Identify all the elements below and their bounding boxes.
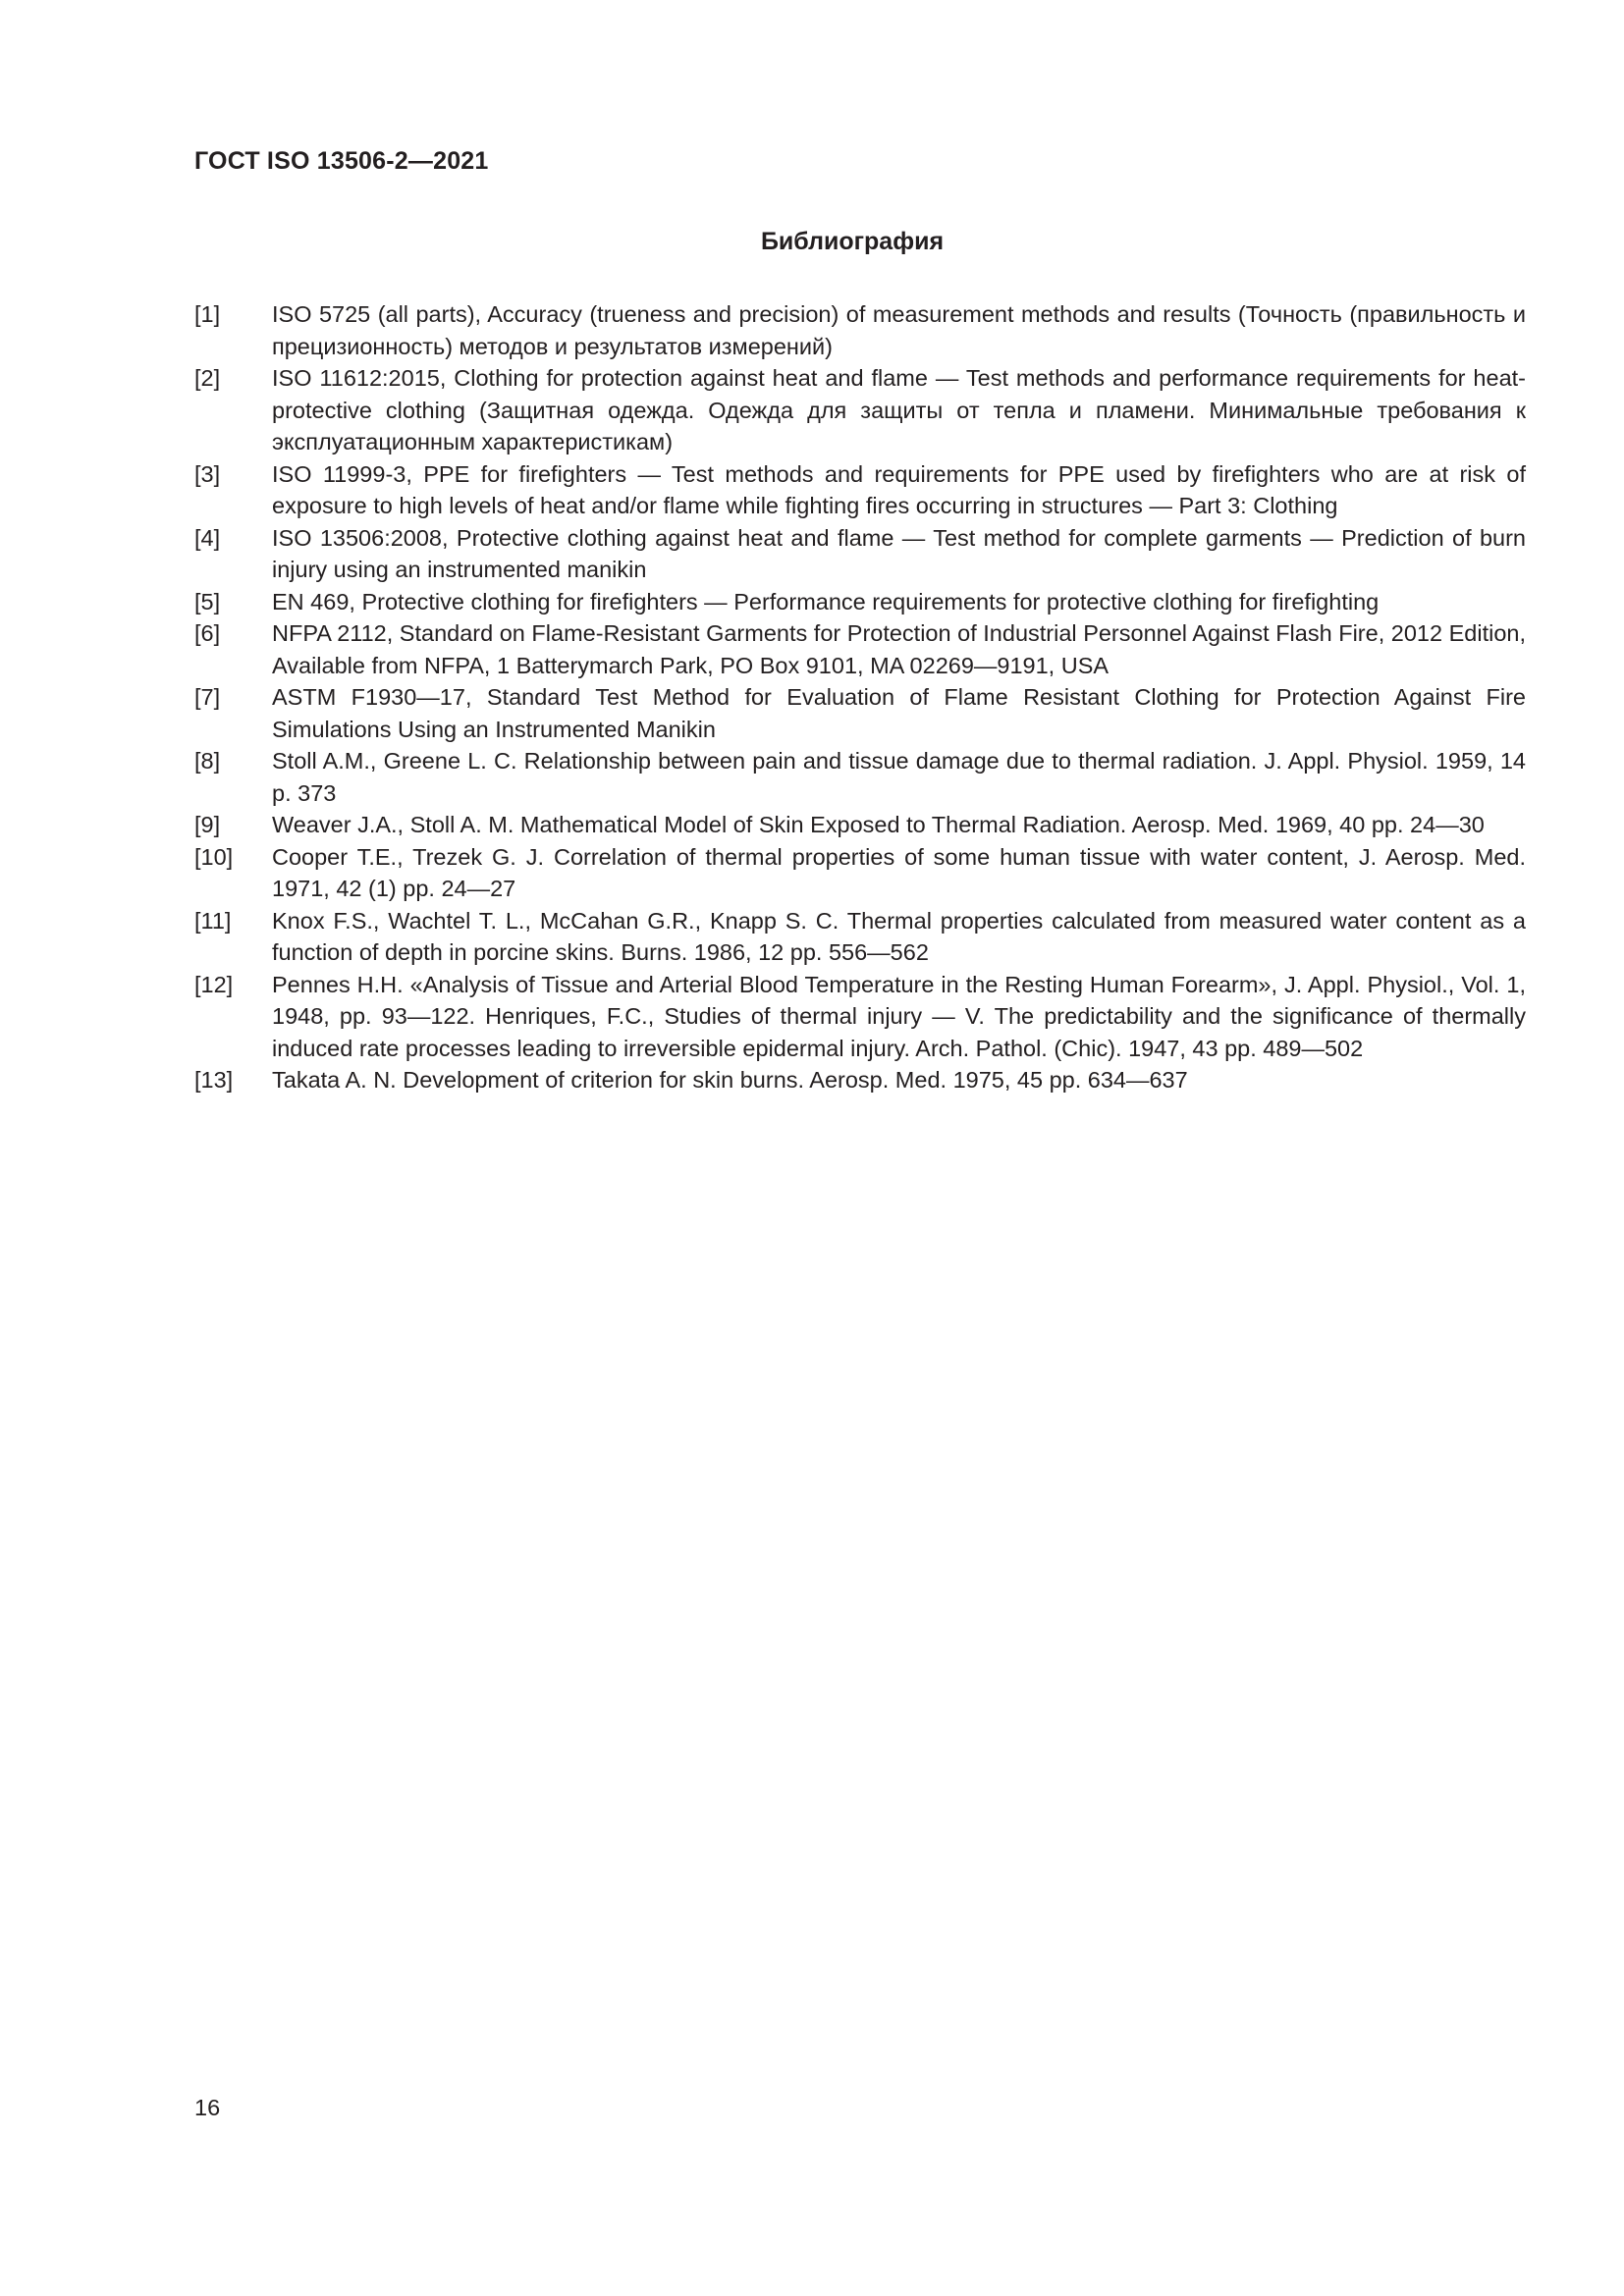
- bibliography-entry: [194, 905, 1526, 969]
- bibliography-entry: [194, 362, 1526, 458]
- entry-number: [11]: [194, 907, 232, 934]
- entry-number: [13]: [194, 1067, 234, 1093]
- section-title: Библиография: [760, 228, 945, 255]
- bibliography-entry: [194, 841, 1526, 905]
- bibliography-list: [194, 298, 1526, 1096]
- entry-text: ISO 13506:2008, Protective clothing against heat and flame — Test method for complete garments — Prediction of burn injury using an instrumented manikin: [272, 524, 1526, 582]
- bibliography-entry: [194, 681, 1526, 745]
- entry-number: [4]: [194, 524, 221, 551]
- entry-number: [5]: [194, 588, 221, 614]
- entry-number: [6]: [194, 620, 221, 646]
- document-header: ГОСТ ISO 13506-2—2021: [194, 147, 489, 175]
- entry-text: Pennes H.H. «Analysis of Tissue and Arterial Blood Temperature in the Resting Human Forearm», J. Appl. Physiol., Vol. 1, 1948, pp. 93—122. Henriques, F.C., Studies of thermal injury — V. The predictability and the significance of thermally induced rate processes leading to irreversible epidermal injury. Arch. Pathol. (Chic). 1947, 43 pp. 489—502: [272, 971, 1526, 1061]
- entry-text: ISO 11612:2015, Clothing for protection against heat and flame — Test methods and performance requirements for heat-protective clothing (Защитная одежда. Одежда для защиты от тепла и пламени. Минимальные требования к эксплуатационным характеристикам): [272, 365, 1526, 454]
- page-number: 16: [194, 2095, 221, 2120]
- entry-text: ISO 11999-3, PPE for firefighters — Test methods and requirements for PPE used by firefighters who are at risk of exposure to high levels of heat and/or flame while fighting fires occurring in structures — Part 3: Clothing: [272, 460, 1526, 518]
- entry-text: ISO 5725 (all parts), Accuracy (trueness and precision) of measurement methods and results (Точность (правильность и прецизионность) методов и результатов измерений): [272, 301, 1526, 359]
- entry-text: Takata A. N. Development of criterion for skin burns. Aerosp. Med. 1975, 45 pp. 634—637: [272, 1067, 1188, 1093]
- bibliography-entry: [194, 745, 1526, 809]
- entry-text: ASTM F1930—17, Standard Test Method for Evaluation of Flame Resistant Clothing for Protection Against Fire Simulations Using an Instrumented Manikin: [272, 684, 1526, 742]
- bibliography-entry: [194, 809, 1526, 841]
- bibliography-entry: [194, 298, 1526, 362]
- bibliography-entry: [194, 586, 1526, 618]
- entry-number: [7]: [194, 684, 221, 710]
- entry-number: [9]: [194, 812, 221, 837]
- entry-text: EN 469, Protective clothing for firefighters — Performance requirements for protective clothing for firefighting: [272, 588, 1380, 614]
- bibliography-entry: [194, 522, 1526, 586]
- entry-text: Cooper T.E., Trezek G. J. Correlation of thermal properties of some human tissue with water content, J. Aerosp. Med. 1971, 42 (1) pp. 24—27: [272, 843, 1526, 901]
- bibliography-entry: [194, 617, 1526, 681]
- entry-number: [12]: [194, 971, 234, 997]
- entry-text: Knox F.S., Wachtel T. L., McCahan G.R., Knapp S. C. Thermal properties calculated from measured water content as a function of depth in porcine skins. Burns. 1986, 12 pp. 556—562: [272, 907, 1526, 965]
- entry-number: [2]: [194, 365, 221, 391]
- entry-text: NFPA 2112, Standard on Flame-Resistant Garments for Protection of Industrial Personnel Against Flash Fire, 2012 Edition, Available from NFPA, 1 Batterymarch Park, PO Box 9101, MA 02269—9191, USA: [272, 620, 1526, 678]
- entry-number: [1]: [194, 301, 221, 327]
- bibliography-entry: [194, 969, 1526, 1065]
- entry-number: [8]: [194, 748, 221, 774]
- entry-number: [10]: [194, 843, 234, 870]
- entry-number: [3]: [194, 460, 221, 487]
- bibliography-entry: [194, 458, 1526, 522]
- entry-text: Weaver J.A., Stoll A. M. Mathematical Model of Skin Exposed to Thermal Radiation. Aerosp. Med. 1969, 40 pp. 24—30: [272, 812, 1485, 837]
- bibliography-entry: [194, 1064, 1526, 1096]
- entry-text: Stoll A.M., Greene L. C. Relationship between pain and tissue damage due to thermal radiation. J. Appl. Physiol. 1959, 14 p. 373: [272, 748, 1526, 806]
